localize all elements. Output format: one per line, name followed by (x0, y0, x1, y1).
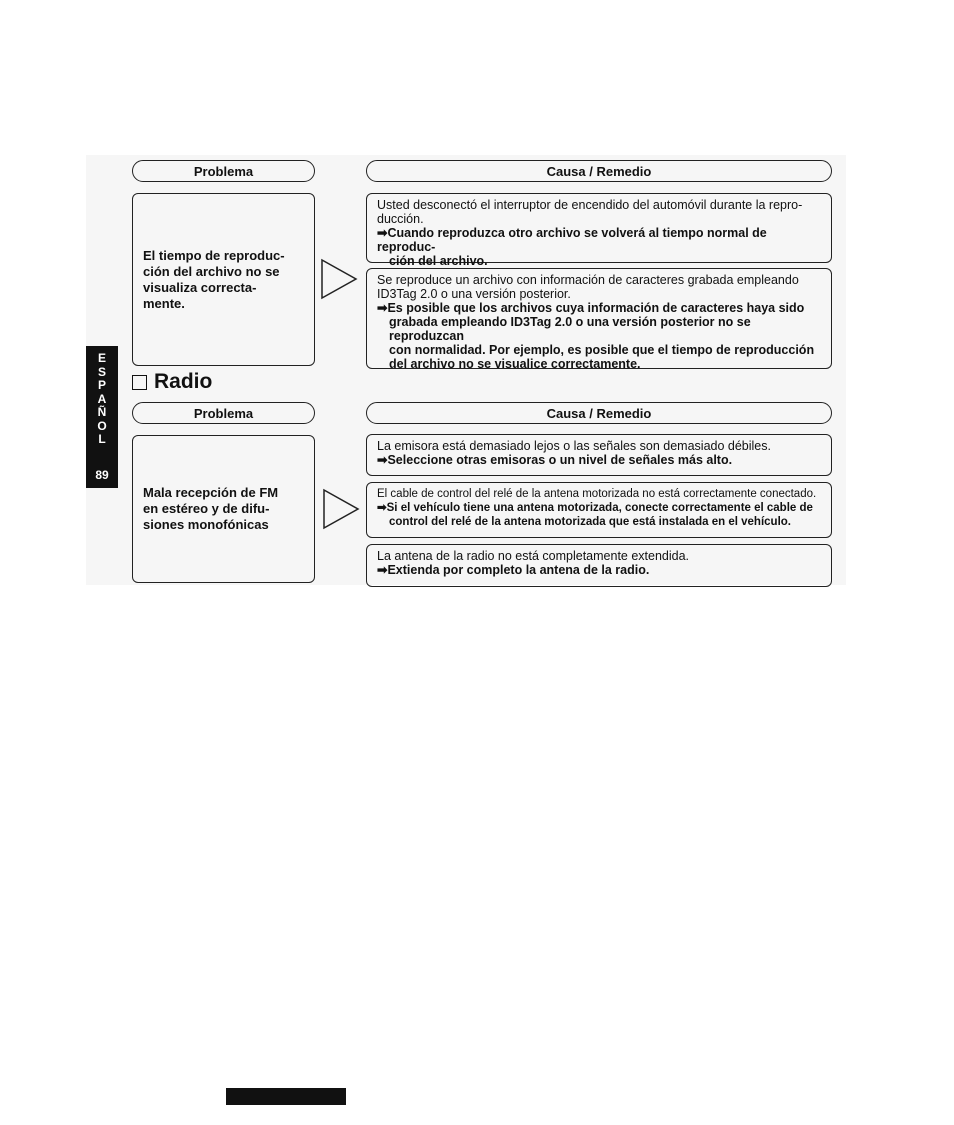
problem-box (132, 193, 315, 366)
problem-header: Problema (132, 160, 315, 182)
cause-text: El cable de control del relé de la antena motorizada no está correctamente conectado. (377, 488, 817, 500)
footer-bar (226, 1088, 346, 1105)
cause-header: Causa / Remedio (366, 402, 832, 424)
cause-text: Usted desconectó el interruptor de encendido del automóvil durante la repro- ducción. (377, 198, 803, 226)
page-number: 89 (95, 468, 109, 482)
cause-box (366, 193, 832, 268)
section-title (132, 370, 212, 394)
remedy-first-line: ➡Si el vehículo tiene una antena motorizada, conecte correctamente el cable de (377, 502, 813, 514)
remedy-first-line: ➡Extienda por completo la antena de la radio. (377, 563, 650, 577)
cause-box (366, 482, 832, 538)
remedy-text (377, 301, 823, 371)
problem-box (132, 435, 315, 583)
cause-box (366, 434, 832, 476)
remedy-text (377, 501, 823, 529)
problem-header: Problema (132, 402, 315, 424)
remedy-continuation: control del relé de la antena motorizada que está instalada en el vehículo. (389, 516, 791, 528)
remedy-text (377, 226, 823, 268)
remedy-first-line: ➡Es posible que los archivos cuya información de caracteres haya sido (377, 301, 805, 315)
language-side-tab (86, 346, 118, 488)
cause-text: La antena de la radio no está completamente extendida. (377, 549, 690, 563)
remedy-text (377, 563, 823, 577)
remedy-continuation: grabada empleando ID3Tag 2.0 o una versión posterior no se reproduzcan con normalidad. Por ejemplo, es posible que el tiempo de reproducción del archivo no se visualice correctamente. (389, 315, 815, 371)
problem-text: Mala recepción de FM en estéreo y de difu- siones monofónicas (143, 485, 279, 532)
cause-box (366, 544, 832, 587)
arrow-right-icon (322, 488, 362, 530)
remedy-text (377, 453, 823, 467)
remedy-first-line: ➡Cuando reproduzca otro archivo se volverá al tiempo normal de reproduc- (377, 226, 767, 254)
cause-text: La emisora está demasiado lejos o las señales son demasiado débiles. (377, 439, 771, 453)
remedy-first-line: ➡Seleccione otras emisoras o un nivel de señales más alto. (377, 453, 733, 467)
remedy-continuation: ción del archivo. (389, 254, 488, 268)
checkbox-square-icon (132, 375, 147, 390)
cause-text: Se reproduce un archivo con información de caracteres grabada empleando ID3Tag 2.0 o una versión posterior. (377, 273, 799, 301)
cause-header: Causa / Remedio (366, 160, 832, 182)
arrow-right-icon (320, 258, 360, 300)
problem-text: El tiempo de reproduc- ción del archivo no se visualiza correcta- mente. (143, 247, 285, 311)
language-letters: E S P A Ñ O L (97, 351, 107, 446)
section-title-text: Radio (154, 370, 213, 393)
cause-box (366, 268, 832, 369)
